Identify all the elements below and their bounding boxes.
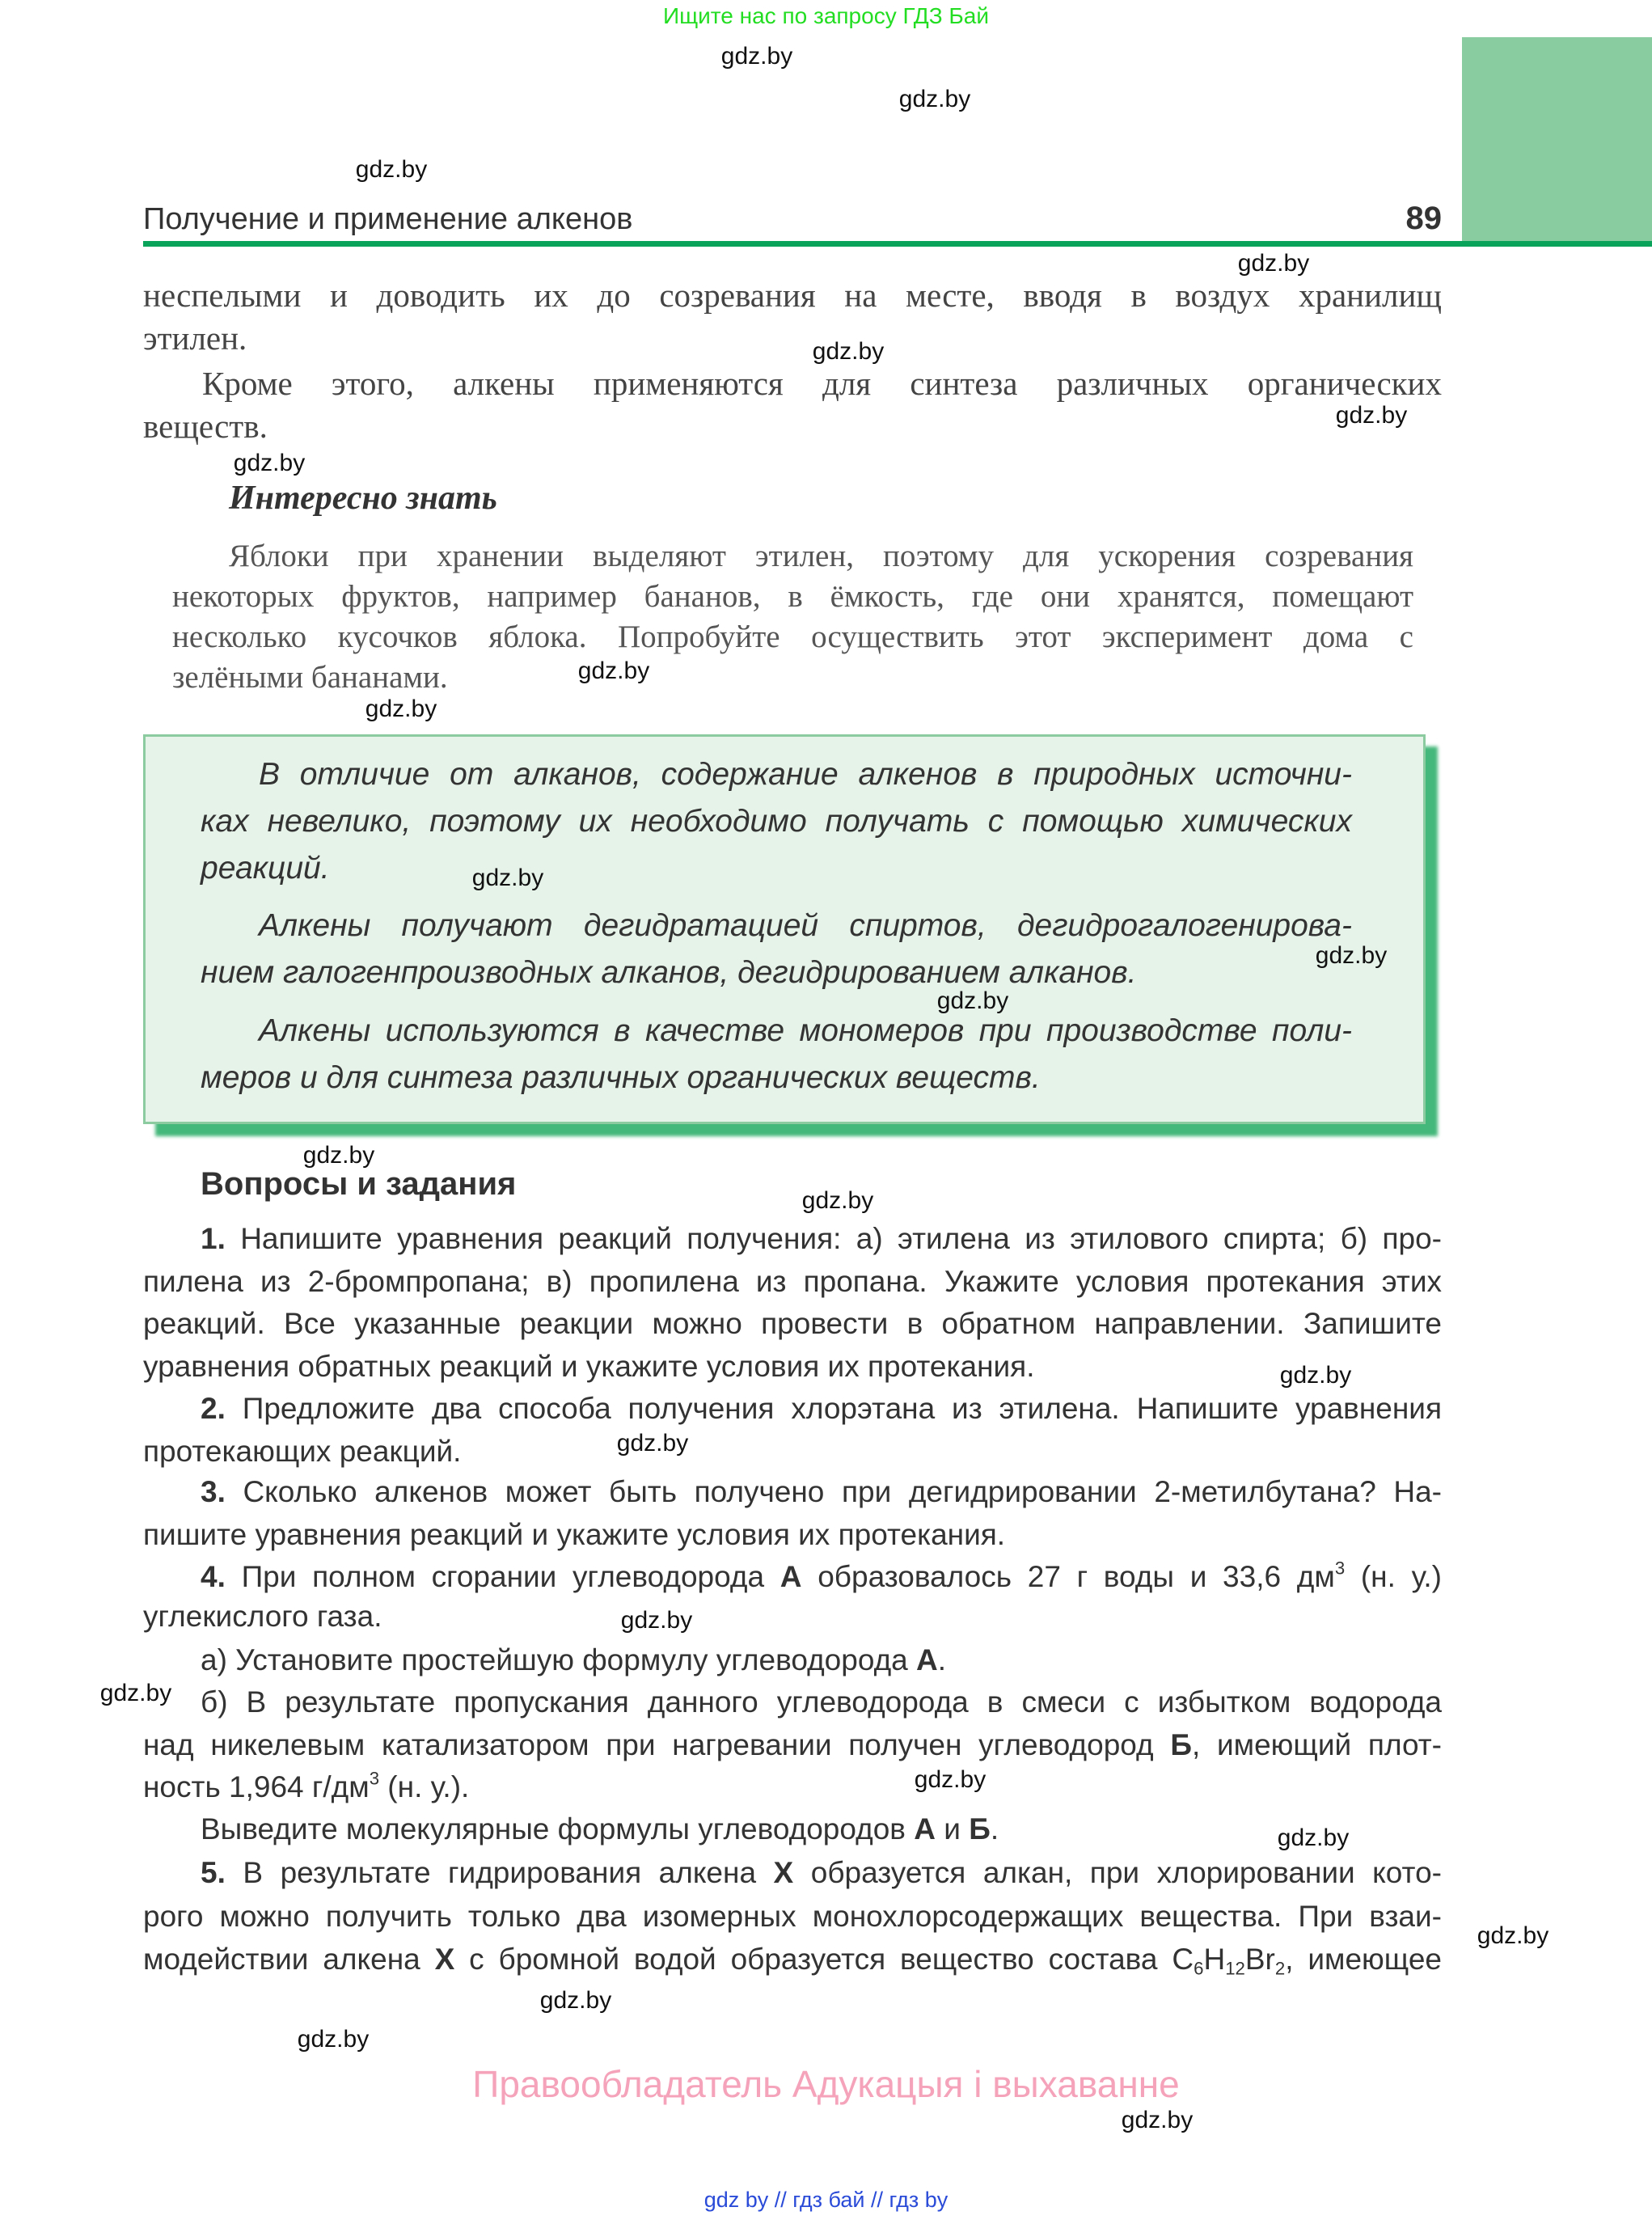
- text-segment: некоторых фруктов, например бананов, в ёмкость, где они хранятся, помещают: [172, 579, 1413, 614]
- text-segment: Яблоки при хранении выделяют этилен, поэтому для ускорения созревания: [229, 539, 1413, 573]
- text-segment: А: [916, 1643, 938, 1676]
- text-line: [201, 1556, 1442, 1598]
- text-line: [143, 1766, 1442, 1808]
- text-segment: (н. у.): [1345, 1560, 1442, 1593]
- text-line: [143, 1939, 1442, 1981]
- text-segment: 3.: [201, 1475, 226, 1508]
- text-segment: пишите уравнения реакций и укажите условия их протекания.: [143, 1518, 1006, 1551]
- watermark-gdz: gdz.by: [1237, 250, 1310, 277]
- text-line: [143, 1596, 1442, 1638]
- bottom-links[interactable]: gdz by // гдз бай // гдз by: [703, 2188, 949, 2212]
- text-segment: этилен.: [143, 319, 247, 357]
- text-segment: Br: [1244, 1943, 1275, 1976]
- text-segment: и: [935, 1812, 970, 1846]
- text-segment: ках невелико, поэтому их необходимо получать с помощью химических: [201, 804, 1352, 839]
- watermark-gdz: gdz.by: [801, 1187, 874, 1214]
- text-segment: Алкены используются в качестве мономеров при производстве поли-: [259, 1013, 1352, 1048]
- text-segment: Кроме этого, алкены применяются для синтеза различных органических: [202, 365, 1442, 402]
- search-hint: Ищите нас по запросу ГДЗ Бай: [662, 3, 990, 28]
- page-number: 89: [1405, 201, 1442, 236]
- watermark-gdz: gdz.by: [365, 696, 437, 722]
- text-segment: Б: [1170, 1728, 1192, 1761]
- text-segment: 1.: [201, 1222, 226, 1255]
- text-segment: Предложите два способа получения хлорэтана из этилена. Напишите уравнения: [225, 1392, 1442, 1425]
- watermark-gdz: gdz.by: [898, 86, 971, 112]
- text-segment: над никелевым катализатором при нагревании получен углеводород: [143, 1728, 1171, 1761]
- text-line: [143, 317, 1442, 359]
- text-line: [143, 1261, 1442, 1303]
- text-segment: Выведите молекулярные формулы углеводородов: [201, 1812, 915, 1846]
- text-segment: В результате гидрирования алкена: [225, 1856, 774, 1889]
- text-segment: модействии алкена: [143, 1943, 435, 1976]
- text-line: [201, 1639, 1442, 1681]
- watermark-gdz: gdz.by: [720, 43, 793, 70]
- watermark-gdz: gdz.by: [233, 450, 306, 476]
- text-line: [201, 1218, 1442, 1260]
- text-segment: .: [937, 1643, 947, 1676]
- text-line: [143, 405, 1442, 447]
- text-segment: с бромной водой образуется вещество состава C: [454, 1943, 1194, 1976]
- text-segment: рого можно получить только два изомерных монохлорсодержащих вещества. При взаи-: [143, 1900, 1442, 1933]
- watermark-gdz: gdz.by: [914, 1766, 987, 1793]
- text-line: [201, 1388, 1442, 1430]
- watermark-gdz: gdz.by: [577, 657, 650, 684]
- text-line: [143, 1303, 1442, 1345]
- text-line: [259, 1010, 1352, 1052]
- text-segment: X: [434, 1943, 455, 1976]
- text-segment: неспелыми и доводить их до созревания на месте, вводя в воздух хранилищ: [143, 277, 1442, 314]
- text-line: [201, 801, 1352, 843]
- text-segment: образуется алкан, при хлорировании кото-: [793, 1856, 1442, 1889]
- watermark-gdz: gdz.by: [471, 865, 544, 891]
- text-segment: 3: [1334, 1558, 1346, 1579]
- watermark-gdz: gdz.by: [936, 987, 1009, 1014]
- watermark-gdz: gdz.by: [616, 1430, 689, 1457]
- watermark-gdz: gdz.by: [620, 1607, 693, 1634]
- text-segment: , имеющий плот-: [1191, 1728, 1442, 1761]
- text-segment: 5.: [201, 1856, 226, 1889]
- text-line: [201, 848, 1352, 890]
- text-line: [143, 1724, 1442, 1766]
- text-segment: пилена из 2-бромпропана; в) пропилена из пропана. Укажите условия протекания этих: [143, 1265, 1442, 1298]
- interesting-title: Интересно знать: [229, 480, 497, 517]
- text-segment: несколько кусочков яблока. Попробуйте осуществить этот эксперимент дома с: [172, 619, 1413, 654]
- text-segment: уравнения обратных реакций и укажите условия их протекания.: [143, 1350, 1035, 1383]
- text-line: [201, 1057, 1352, 1099]
- text-segment: При полном сгорании углеводорода: [225, 1560, 780, 1593]
- text-line: [201, 1681, 1442, 1723]
- text-segment: 3: [369, 1768, 380, 1789]
- watermark-gdz: gdz.by: [99, 1680, 172, 1706]
- text-segment: б) В результате пропускания данного углеводорода в смеси с избытком водорода: [201, 1685, 1442, 1719]
- text-segment: Алкены получают дегидратацией спиртов, дегидрогалогенирова-: [259, 908, 1352, 943]
- watermark-gdz: gdz.by: [355, 156, 428, 183]
- text-segment: нием галогенпроизводных алканов, дегидрированием алканов.: [201, 955, 1137, 990]
- text-segment: ность 1,964 г/дм: [143, 1770, 370, 1803]
- watermark-gdz: gdz.by: [1121, 2107, 1194, 2133]
- text-line: [201, 952, 1352, 994]
- text-segment: (н. у.).: [379, 1770, 470, 1803]
- text-line: [259, 905, 1352, 947]
- text-segment: 12: [1225, 1958, 1245, 1979]
- watermark-gdz: gdz.by: [539, 1987, 612, 2014]
- text-line: [143, 1431, 1442, 1473]
- text-segment: 6: [1194, 1958, 1204, 1979]
- header-divider: [143, 241, 1652, 247]
- text-segment: Сколько алкенов может быть получено при дегидрировании 2-метилбутана? На-: [225, 1475, 1442, 1508]
- watermark-gdz: gdz.by: [1315, 942, 1388, 969]
- text-segment: Напишите уравнения реакций получения: а) этилена из этилового спирта; б) про-: [225, 1222, 1442, 1255]
- text-line: [143, 1346, 1442, 1388]
- text-segment: углекислого газа.: [143, 1600, 382, 1633]
- text-segment: А: [780, 1560, 802, 1593]
- text-segment: В отличие от алканов, содержание алкенов в природных источни-: [259, 757, 1352, 792]
- text-segment: А: [914, 1812, 936, 1846]
- watermark-gdz: gdz.by: [1277, 1824, 1350, 1851]
- text-segment: а) Установите простейшую формулу углеводорода: [201, 1643, 917, 1676]
- watermark-gdz: gdz.by: [1335, 402, 1408, 429]
- text-line: [143, 274, 1442, 316]
- text-segment: H: [1203, 1943, 1226, 1976]
- copyright-footer: Правообладатель Адукацыя і выхаванне: [472, 2063, 1180, 2105]
- text-line: [202, 362, 1442, 404]
- text-line: [172, 657, 1413, 699]
- text-segment: 2.: [201, 1392, 226, 1425]
- text-segment: меров и для синтеза различных органических веществ.: [201, 1060, 1041, 1095]
- text-line: [143, 1514, 1442, 1556]
- text-line: [172, 616, 1413, 658]
- text-segment: 2: [1274, 1958, 1286, 1979]
- text-segment: X: [773, 1856, 794, 1889]
- watermark-gdz: gdz.by: [302, 1142, 375, 1169]
- text-line: [259, 754, 1352, 796]
- text-segment: , имеющее: [1285, 1943, 1442, 1976]
- text-line: [201, 1808, 1442, 1850]
- text-line: [229, 535, 1413, 577]
- text-segment: реакций.: [201, 851, 330, 886]
- text-segment: 4.: [201, 1560, 226, 1593]
- text-line: [201, 1471, 1442, 1513]
- watermark-gdz: gdz.by: [812, 338, 885, 365]
- text-segment: реакций. Все указанные реакции можно провести в обратном направлении. Запишите: [143, 1307, 1442, 1340]
- text-line: [143, 1896, 1442, 1938]
- watermark-gdz: gdz.by: [1477, 1922, 1549, 1949]
- chapter-tab-block: [1462, 37, 1652, 243]
- text-segment: протекающих реакций.: [143, 1435, 462, 1468]
- text-segment: Б: [969, 1812, 991, 1846]
- running-header-title: Получение и применение алкенов: [143, 202, 633, 236]
- text-segment: зелёными бананами.: [172, 660, 448, 695]
- text-segment: образовалось 27 г воды и 33,6 дм: [801, 1560, 1335, 1593]
- text-segment: .: [990, 1812, 999, 1846]
- questions-title: Вопросы и задания: [201, 1166, 517, 1202]
- watermark-gdz: gdz.by: [297, 2026, 370, 2053]
- watermark-gdz: gdz.by: [1279, 1362, 1352, 1389]
- text-line: [172, 576, 1413, 618]
- text-segment: веществ.: [143, 408, 268, 445]
- text-line: [201, 1852, 1442, 1894]
